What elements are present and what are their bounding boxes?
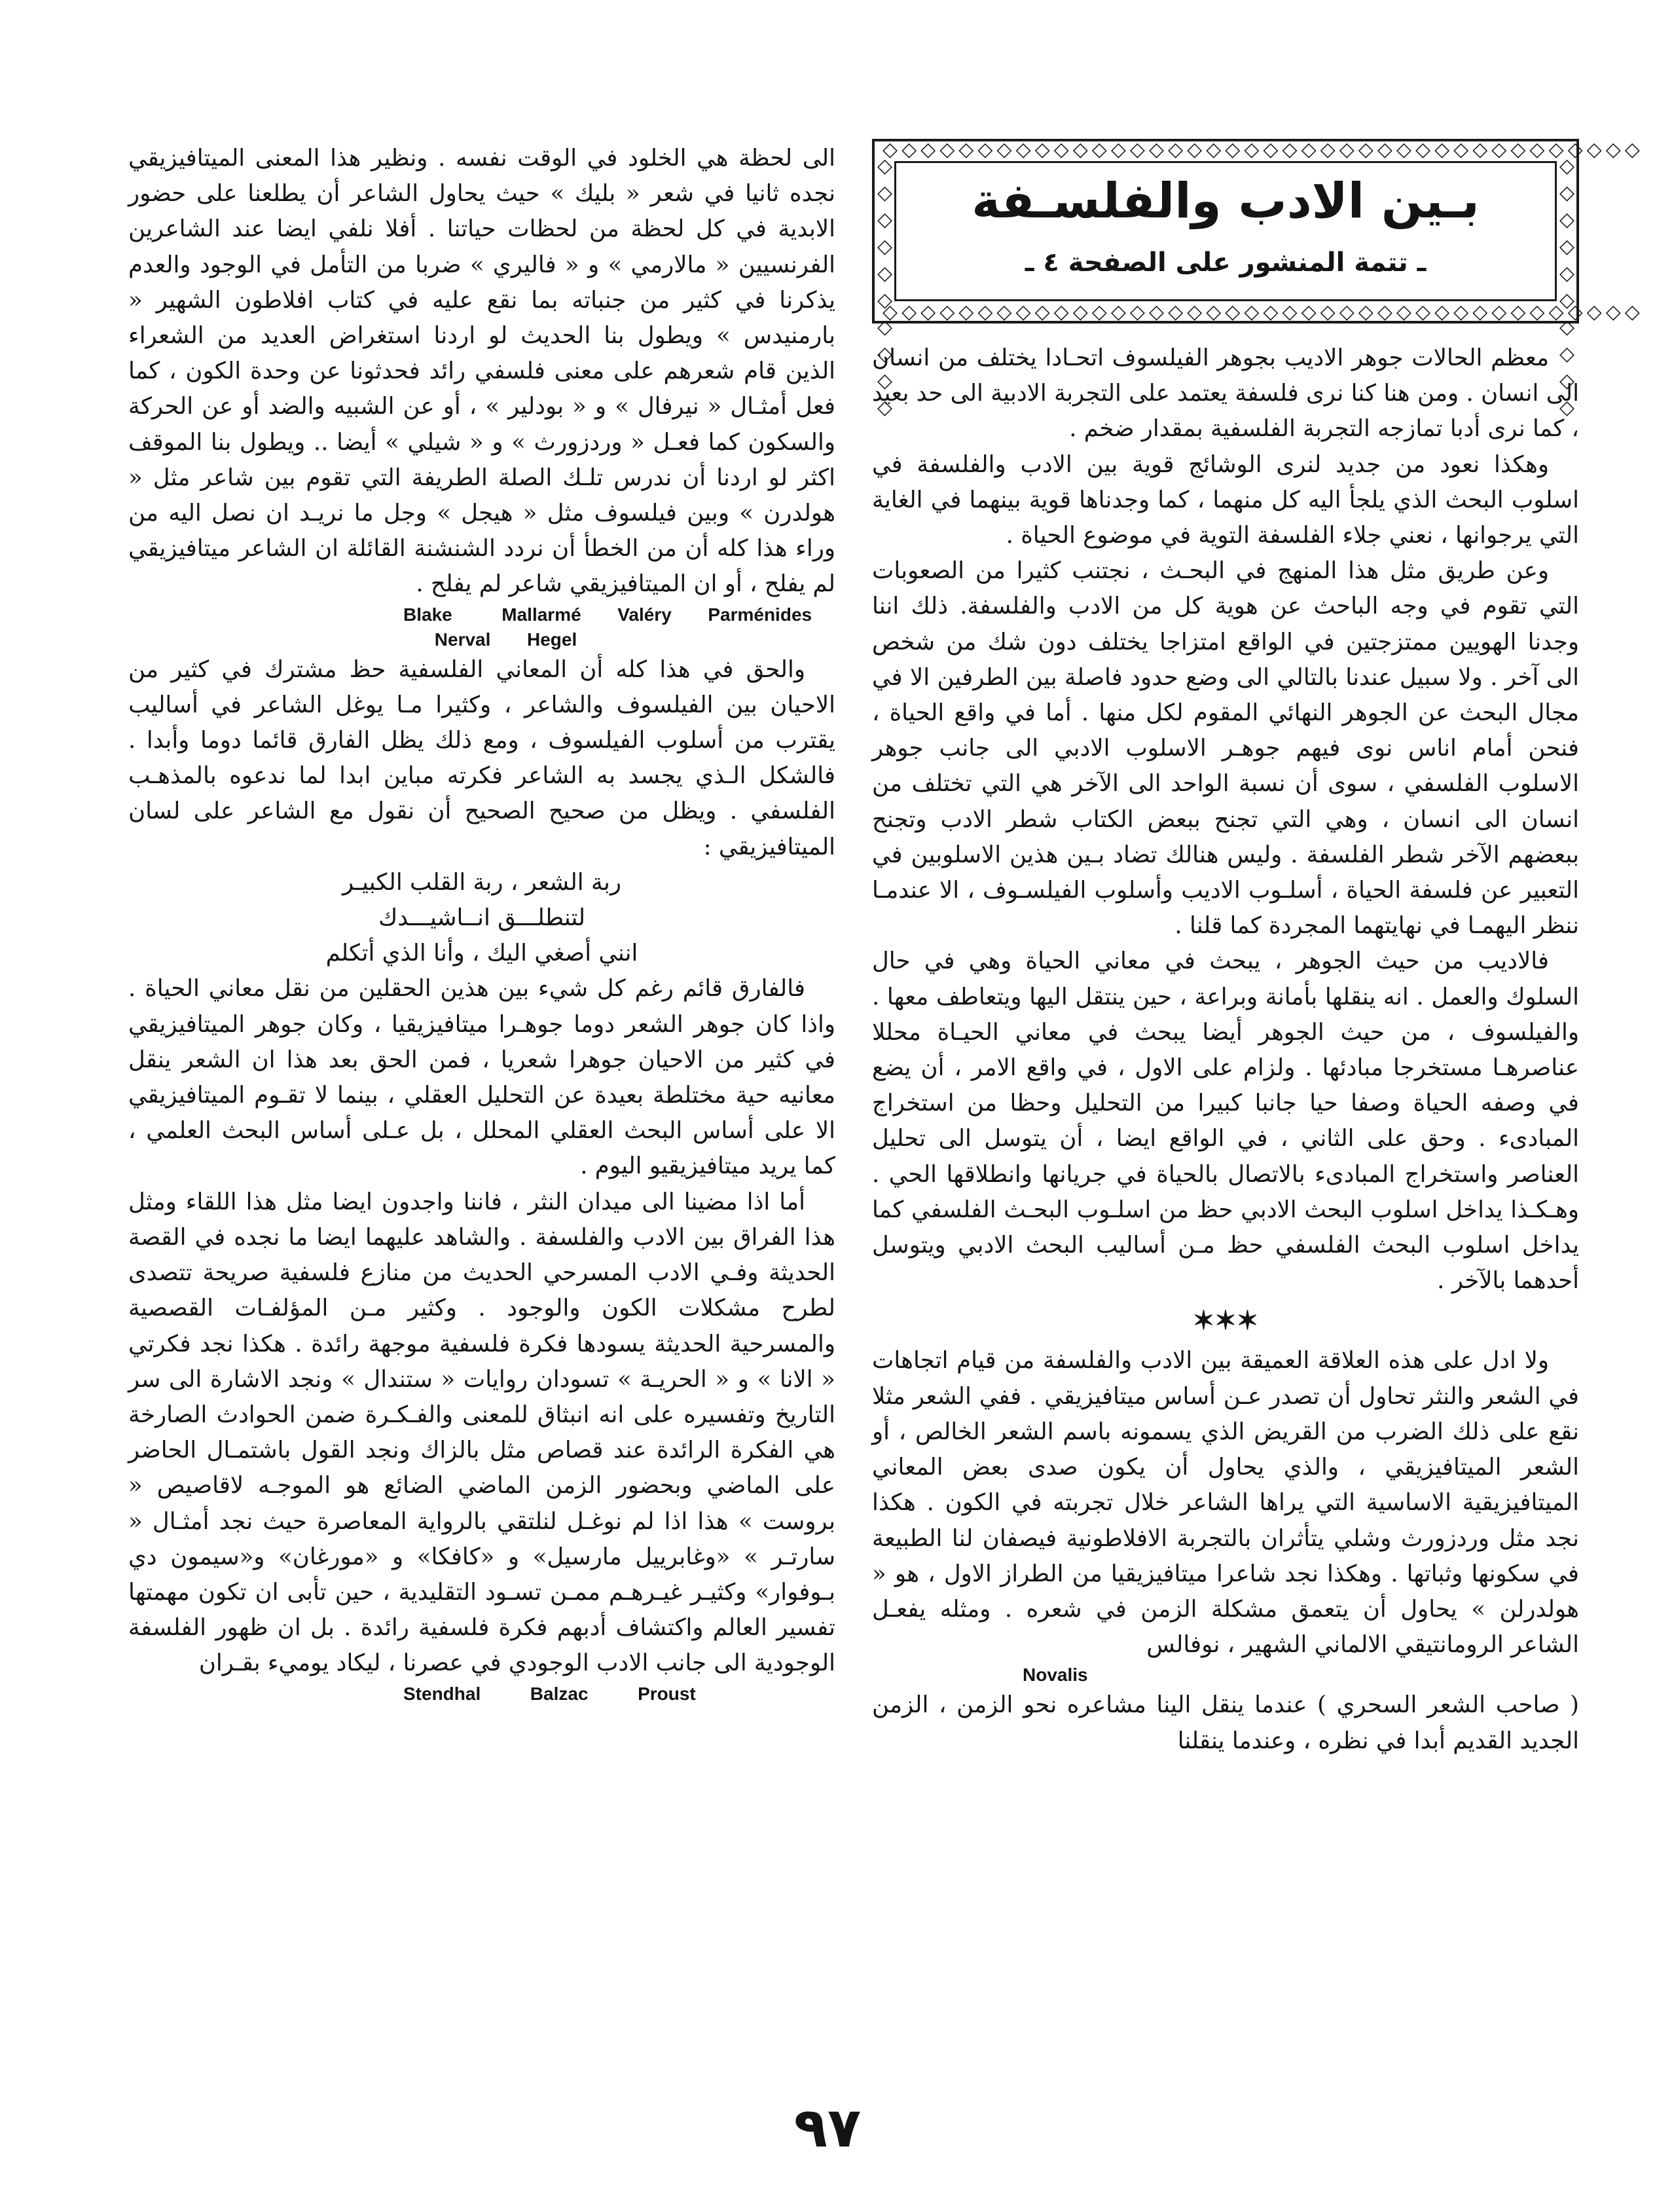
paragraph: معظم الحالات جوهر الاديب بجوهر الفيلسوف اتحـادا يختلف من انسان الى انسان . ومن هنا كنا نرى فلسفة يعتمد على التجربة الادبية الى حد بعيد ، كما نرى أدبا تمازجه التجربة الفلسفية بمقدار ضخم . xyxy=(872,344,1579,443)
latin-name-mallarme: Mallarmé xyxy=(501,604,581,625)
paragraph: الى لحظة هي الخلود في الوقت نفسه . ونظير هذا المعنى الميتافيزيقي نجده ثانيا في شعر « بليك » حيث يحاول الشاعر أن يطلعنا على حضور الابدية في كل لحظة من لحظات حياتنا . أفلا نلفي ايضا عند الشاعرين الفرنسيين « مالارمي » و « فاليري » ضربا من التأمل في الوجود والعدم يذكرنا في كثير من جنباته بما نقع عليه في كتاب افلاطون الشهير « بارمنيدس » ويطول بنا الحديث لو اردنا استغراض العديد من الشعراء الذين قام شعرهم على معنى فلسفي رائد فحدثونا عن وحدة الكون ، كما فعل أمثـال « نيرفال » و « بودلير » ، أو عن الشبيه والضد أو عن الحركة والسكون كما فعـل « وردزورث » و « شيلي » أيضا .. ويطول بنا الموقف اكثر لو اردنا أن ندرس تلـك الصلة الطريفة التي تقوم بين شاعر مثل « هولدرن » وبين فيلسوف مثل « هيجل » وجل ما نريـد ان نصل اليه من وراء هذا كله أن من الخطأ أن نردد الشنشنة القائلة ان الشاعر ميتافيزيقي لم يفلح ، أو ان الميتافيزيقي شاعر لم يفلح . xyxy=(128,145,835,598)
ornament-border-right: ◇◇◇◇◇◇◇◇◇◇ xyxy=(1555,155,1578,423)
latin-name-nerval: Nerval xyxy=(434,629,491,650)
paragraph: أما اذا مضينا الى ميدان النثر ، فاننا واجدون ايضا مثل هذا اللقاء ومثل هذا الفراق بين الادب والفلسفة . والشاهد عليهما ايضا ما نجده في القصة الحديثة وفـي الادب المسرحي الحديث من منازع فلسفية صريحة تتصدى لطرح مشكلات الكون والوجود . وكثير مـن المؤلفـات القصصية والمسرحية الحديثة يسودها فكرة فلسفية موجهة رائدة . هكذا نجد فكرتي « الانا » و « الحريـة » تسودان روايات « ستندال » ونجد الاشارة الى سر التاريخ وتفسيره على انه انبثاق للمعنى والفـكـرة ضمن الحوادث الصارخة هي الفكرة الرائدة عند قصاص مثل بالزاك ونجد القول باشتمـال الحاضر على الماضي وبحضور الزمن الماضي الضائع هو الموجـه لاقاصيص « بروست » هذا اذا لم نوغـل لنلتقي بالرواية المعاصرة حيث نجد أمثـال « سارتـر » «وغابرييل مارسيل» و «كافكا» و «مورغان» و«سيمون دي بـوفوار» وكثيـر غيـرهـم ممـن تسـود التقليدية ، حين تأبى ان تكون مهمتها تفسير العالم واكتشاف أدبهم فكرة فلسفية رائدة . بل ان ظهور الفلسفة الوجودية الى جانب الادب الوجودي في عصرنا ، ليكاد يوميء بقـران xyxy=(128,1188,835,1677)
page-number: ٩٧ xyxy=(793,2095,862,2160)
latin-name-valery: Valéry xyxy=(617,604,672,625)
poem-verse: لتنطلـــق انــاشيـــدك xyxy=(378,904,586,932)
poem-verse: ربة الشعر ، ربة القلب الكبيـر xyxy=(342,868,621,896)
ornament-border-top: ◇◇◇◇◇◇◇◇◇◇◇◇◇◇◇◇◇◇◇◇◇◇◇◇◇◇◇◇◇◇◇◇◇◇◇◇◇◇◇◇ xyxy=(882,138,1644,161)
paragraph: والحق في هذا كله أن المعاني الفلسفية حظ مشترك في كثير من الاحيان بين الفيلسوف والشاعر ، وكثيرا مـا يوغل الشاعر في أساليب يقترب من أسلوب الفيلسوف ، ومع ذلك يظل الفارق قائما دوما وأبدا . فالشكل الـذي يجسد به الشاعر فكرته مباين ابدا لما ندعوه بالمذهـب الفلسفي . ويظل من صحيح الصحيح أن نقول مع الشاعر على لسان الميتافيزيقي : xyxy=(128,655,835,860)
latin-name-balzac: Balzac xyxy=(530,1683,589,1704)
right-column xyxy=(872,341,1579,1759)
paragraph: فالاديب من حيث الجوهر ، يبحث في معاني الحياة وهي في حال السلوك والعمل . انه ينقلها بأمانة وبراعة ، حين ينتقل اليها ويتعاطف معها . والفيلسوف ، من حيث الجوهر أيضا يبحث في معاني الحيـاة محللا عناصرهـا مستخرجا مبادئها . ولزام على الاول ، في واقع الامر ، أن يضع في وصفه الحياة وصفا حيا جانبا كبيرا من التحليل وحظا من استخراج المبادىء . وحق على الثاني ، في الواقع ايضا ، أن يتوسل الى تحليل العناصر واستخراج المبادىء بالاتصال بالحياة في جريانها وانطلاقها الحي . وهـكـذا يداخل اسلوب البحث الادبي حظ من اسلـوب البحـث الفلسفي كما يداخل اسلوب البحث الفلسفي حظ مـن أساليب البحث الادبي ويتوسل أحدهما بالآخر . xyxy=(872,948,1579,1295)
ornament-border-bottom: ◇◇◇◇◇◇◇◇◇◇◇◇◇◇◇◇◇◇◇◇◇◇◇◇◇◇◇◇◇◇◇◇◇◇◇◇◇◇◇◇ xyxy=(882,301,1644,323)
paragraph: وهكذا نعود من جديد لنرى الوشائج قوية بين الادب والفلسفة في اسلوب البحث الذي يلجأ اليه كل منهما ، كما وجدناها قوية بينهما في الغاية التي يرجوانها ، نعني جلاء الفلسفة التوية في موضوع الحياة . xyxy=(872,451,1579,549)
ornament-border-left: ◇◇◇◇◇◇◇◇◇◇ xyxy=(873,155,896,423)
latin-name-proust: Proust xyxy=(638,1683,696,1704)
latin-name-parmenides: Parménides xyxy=(708,604,812,625)
latin-name-novalis: Novalis xyxy=(1023,1665,1088,1686)
paragraph: فالفارق قائم رغم كل شيء بين هذين الحقلين من نقل معاني الحياة . واذا كان جوهر الشعر دوما جوهـرا ميتافيزيقيا ، وكان جوهر الميتافيزيقي في كثير من الاحيان جوهرا شعريا ، فمن الحق بعد هذا ان الشعر ينقل معانيه حية مختلطة بعيدة عن التحليل العقلي ، بينما لا تقـوم الميتافيزيقي الا على أساس البحث العقلي المحلل ، بل عـلى أساس البحث العلمي ، كما يريد ميتافيزيقيو اليوم . xyxy=(128,975,835,1180)
latin-names-line xyxy=(128,1682,835,1706)
poem-verse: انني أصغي اليك ، وأنا الذي أتكلم xyxy=(325,940,638,967)
latin-name-stendhal: Stendhal xyxy=(403,1683,481,1704)
paragraph: وعن طريق مثل هذا المنهج في البحـث ، نجتنب كثيرا من الصعوبات التي تقوم في وجه الباحث عن هوية كل من الادب والفلسفة. ذلك اننا وجدنا الهويين ممتزجتين في الواقع امتزاجا يختلف دون شك من شخص الى آخر . ولا سبيل عندنا بالتالي الى وضع حدود فاصلة بين الطرفين الا في مجال البحث عن الجوهر النهائي المقوم لكل منها . أما في واقع الحياة ، فنحن أمام اناس نوى فيهم جوهـر الاسلوب الادبي الى جانب جوهر الاسلوب الفلسفي ، سوى أن نسبة الواحد الى الآخر هي التي تختلف من انسان الى انسان ، وهي التي تجنح ببعض الكتاب شطر الادب وتجنح ببعضهم الآخر شطر الفلسفة . وليس هنالك تضاد بـين هذين الاسلوبين في التعبير عن فلسفة الحياة ، أسلـوب الاديب وأسلوب الفيلسـوف ، الا عندمـا ننظر اليهمـا في نهايتهما المجردة كما قلنا . xyxy=(872,557,1579,940)
paragraph: ( صاحب الشعر السحري ) عندما ينقل الينا مشاعره نحو الزمن ، الزمن الجديد القديم أبدا في نظره ، وعندما ينقلنا xyxy=(872,1691,1579,1754)
latin-names-line xyxy=(128,602,835,652)
left-column xyxy=(128,141,835,1706)
latin-name-hegel: Hegel xyxy=(526,629,577,650)
latin-name-blake: Blake xyxy=(403,604,452,625)
paragraph: ولا ادل على هذه العلاقة العميقة بين الادب والفلسفة من قيام اتجاهات في الشعر والنثر تحاول أن تصدر عـن أساس ميتافيزيقي . ففي الشعر مثلا نقع على ذلك الضرب من القريض الذي يسمونه باسم الشعر الخالص ، أو الشعر الميتافيزيقي ، والذي يحاول أن يكون صدى بعض المعاني الميتافيزيقية الاساسية التي يراها الشاعر خلال تجربته في الكون . هكذا نجد مثل وردزورث وشلي يتأثران بالتجربة الافلاطونية فيصفان لنا الطبيعة في سكونها وثباتها . وهكذا نجد شاعرا ميتافيزيقيا من الطراز الاول ، هو « هولدرلن » يحاول أن يتعمق مشكلة الزمن في شعره . ومثله يفعـل الشاعر الرومانتيقي الالماني الشهير ، نوفالس xyxy=(872,1347,1579,1659)
article-subtitle: ـ تتمة المنشور على الصفحة ٤ ـ xyxy=(1025,248,1427,278)
section-divider-ornament: ✶✶✶ xyxy=(1192,1305,1259,1336)
article-title: بـين الادب والفلسـفة xyxy=(972,173,1480,229)
